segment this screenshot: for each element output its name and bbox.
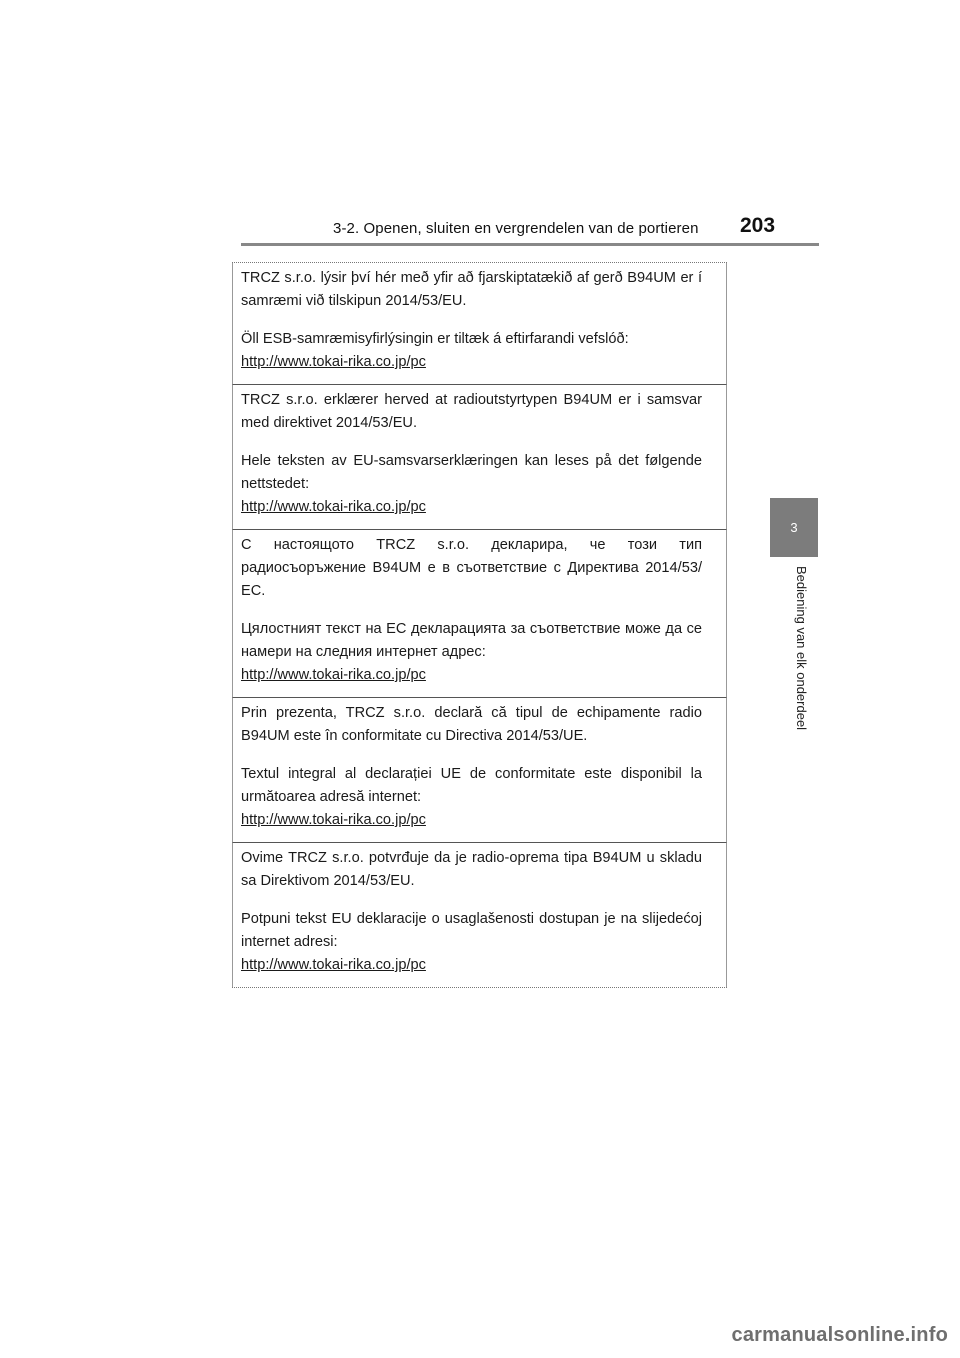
declaration-bulgarian (232, 530, 727, 698)
declaration-url-link[interactable]: http://www.tokai-rika.co.jp/pc (241, 667, 426, 683)
declaration-statement: Ovime TRCZ s.r.o. potvrđuje da je radio-oprema tipa B94UM u skladu sa Direktivom 2014/53/EU. (241, 850, 702, 889)
chapter-label: Bediening van elk onderdeel (794, 566, 809, 731)
chapter-tab[interactable] (770, 498, 818, 557)
declaration-full-text-note: Potpuni tekst EU deklaracije o usaglašenosti dostupan je na slijedećoj internet adresi: http://www.tokai-rika.co.jp/pc (241, 911, 702, 973)
declaration-statement: TRCZ s.r.o. lýsir því hér með yfir að fjarskiptatækið af gerð B94UM er í samræmi við tilskipun 2014/53/EU. (241, 270, 702, 309)
declaration-list (232, 262, 727, 988)
declaration-full-text-note: Цялостният текст на ЕС декларацията за съответствие може да се намери на следния интернет адрес: http://www.tokai-rika.co.jp/pc (241, 621, 702, 683)
declaration-croatian (232, 843, 727, 987)
declaration-full-text-note: Öll ESB-samræmisyfirlýsingin er tiltæk á eftirfarandi vefslóð: http://www.tokai-rika.co.jp/pc (241, 331, 629, 370)
page-number: 203 (740, 214, 776, 237)
declaration-romanian (232, 698, 727, 843)
declaration-url-link[interactable]: http://www.tokai-rika.co.jp/pc (241, 354, 426, 370)
declaration-url-link[interactable]: http://www.tokai-rika.co.jp/pc (241, 499, 426, 515)
declaration-norwegian (232, 385, 727, 530)
declaration-full-text-note: Textul integral al declarației UE de conformitate este disponibil la următoarea adresă internet: http://www.tokai-rika.co.jp/pc (241, 766, 702, 828)
header-divider (241, 243, 819, 246)
declaration-statement: TRCZ s.r.o. erklærer herved at radioutstyrtypen B94UM er i samsvar med direktivet 2014/53/EU. (241, 392, 702, 431)
declaration-statement: Prin prezenta, TRCZ s.r.o. declară că tipul de echipamente radio B94UM este în conformitate cu Directiva 2014/53/UE. (241, 705, 702, 744)
chapter-number: 3 (790, 520, 798, 535)
declaration-full-text-note: Hele teksten av EU-samsvarserklæringen kan leses på det følgende nettstedet: http://www.tokai-rika.co.jp/pc (241, 453, 702, 515)
declaration-icelandic (232, 263, 727, 385)
site-watermark: carmanualsonline.info (731, 1324, 948, 1346)
section-title: 3-2. Openen, sluiten en vergrendelen van de portieren (333, 220, 699, 237)
declaration-url-link[interactable]: http://www.tokai-rika.co.jp/pc (241, 812, 426, 828)
declaration-url-link[interactable]: http://www.tokai-rika.co.jp/pc (241, 957, 426, 973)
declaration-statement: С настоящото TRCZ s.r.o. декларира, че този тип радиосъоръжение B94UM е в съответствие с Директива 2014/53/ЕС. (241, 537, 702, 599)
